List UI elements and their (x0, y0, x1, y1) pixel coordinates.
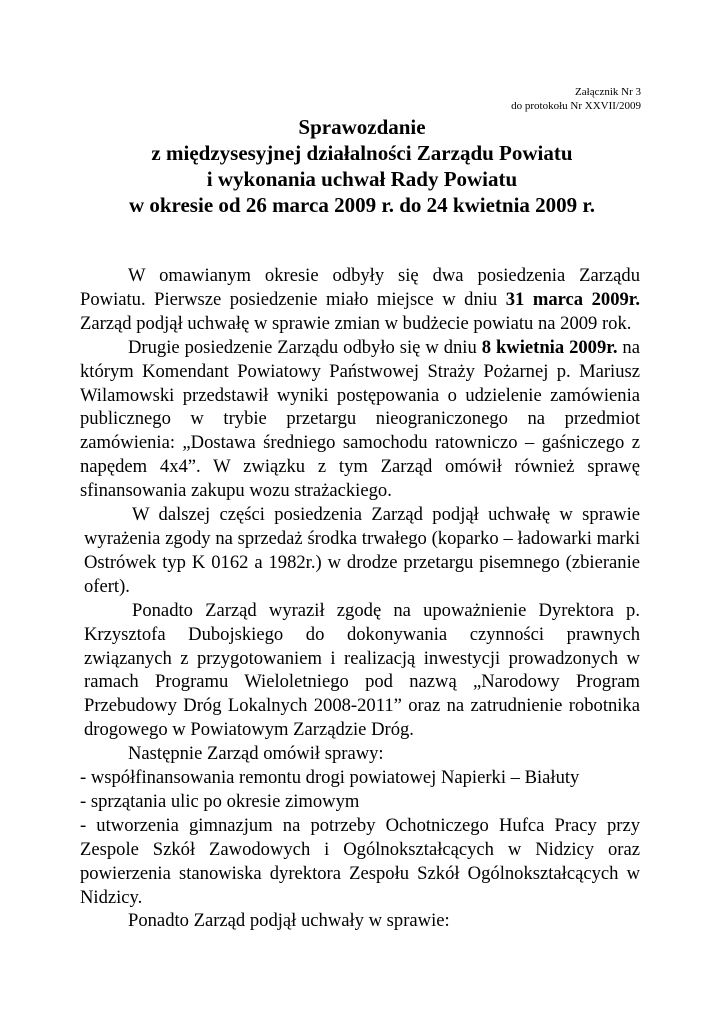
paragraph-second-meeting (80, 336, 640, 503)
paragraph-authorization: Ponadto Zarząd wyraził zgodę na upoważnienie Dyrektora p. Krzysztofa Dubojskiego do dokonywania czynności prawnych związanych z przygotowaniem i realizacją inwestycji prowadzonych w ramach Programu Wieloletniego pod nazwą „Narodowy Program Przebudowy Dróg Lokalnych 2008-2011” oraz na zatrudnienie robotnika drogowego w Powiatowym Zarządzie Dróg. (84, 599, 640, 741)
list-item: - sprzątania ulic po okresie zimowym (80, 790, 360, 812)
list-item: - utworzenia gimnazjum na potrzeby Ochotniczego Hufca Pracy przy Zespole Szkół Zawodowych i Ogólnokształcących w Nidzicy oraz powierzenia stanowiska dyrektora Zespołu Szkół Ogólnokształcących w Nidzicy. (80, 814, 640, 908)
document-body (80, 264, 640, 933)
protocol-reference: do protokołu Nr XXVII/2009 (511, 100, 641, 112)
meeting-date-2: 8 kwietnia 2009r. (481, 336, 618, 358)
paragraph-first-meeting (80, 264, 640, 336)
title-line-3: i wykonania uchwał Rady Powiatu (206, 167, 518, 191)
paragraph-text: Drugie posiedzenie Zarządu odbyło się w dniu (128, 336, 482, 358)
paragraph-text: na którym Komendant Powiatowy Państwowej Straży Pożarnej p. Mariusz Wilamowski przedstawił wyniki postępowania o udzielenie zamówienia publicznego w trybie przetargu nieograniczonego na przedmiot zamówienia: „Dostawa średniego samochodu ratowniczo – gaśniczego z napędem 4x4”. W związku z tym Zarząd omówił również sprawę sfinansowania zakupu wozu strażackiego. (80, 336, 640, 502)
document-title (0, 114, 724, 218)
meeting-date-1: 31 marca 2009r. (505, 288, 640, 310)
attachment-note (511, 85, 641, 113)
attachment-number: Załącznik Nr 3 (575, 86, 641, 98)
title-line-1: Sprawozdanie (298, 115, 426, 139)
paragraph-text: Zarząd podjął uchwałę w sprawie zmian w budżecie powiatu na 2009 rok. (80, 312, 632, 334)
paragraph-resolutions-intro: Ponadto Zarząd podjął uchwały w sprawie: (128, 910, 450, 932)
paragraph-text: W omawianym okresie odbyły się dwa posiedzenia Zarządu Powiatu. Pierwsze posiedzenie miało miejsce w dniu (80, 265, 640, 310)
paragraph-matters-intro: Następnie Zarząd omówił sprawy: (128, 743, 384, 765)
paragraph-sale-consent: W dalszej części posiedzenia Zarząd podjął uchwałę w sprawie wyrażenia zgody na sprzedaż środka trwałego (koparko – ładowarki marki Ostrówek typ K 0162 a 1982r.) w drodze przetargu pisemnego (zbieranie ofert). (84, 504, 640, 597)
title-line-2: z międzysesyjnej działalności Zarządu Powiatu (151, 141, 573, 165)
title-line-4: w okresie od 26 marca 2009 r. do 24 kwietnia 2009 r. (128, 193, 596, 217)
list-item: - współfinansowania remontu drogi powiatowej Napierki – Białuty (80, 767, 580, 789)
